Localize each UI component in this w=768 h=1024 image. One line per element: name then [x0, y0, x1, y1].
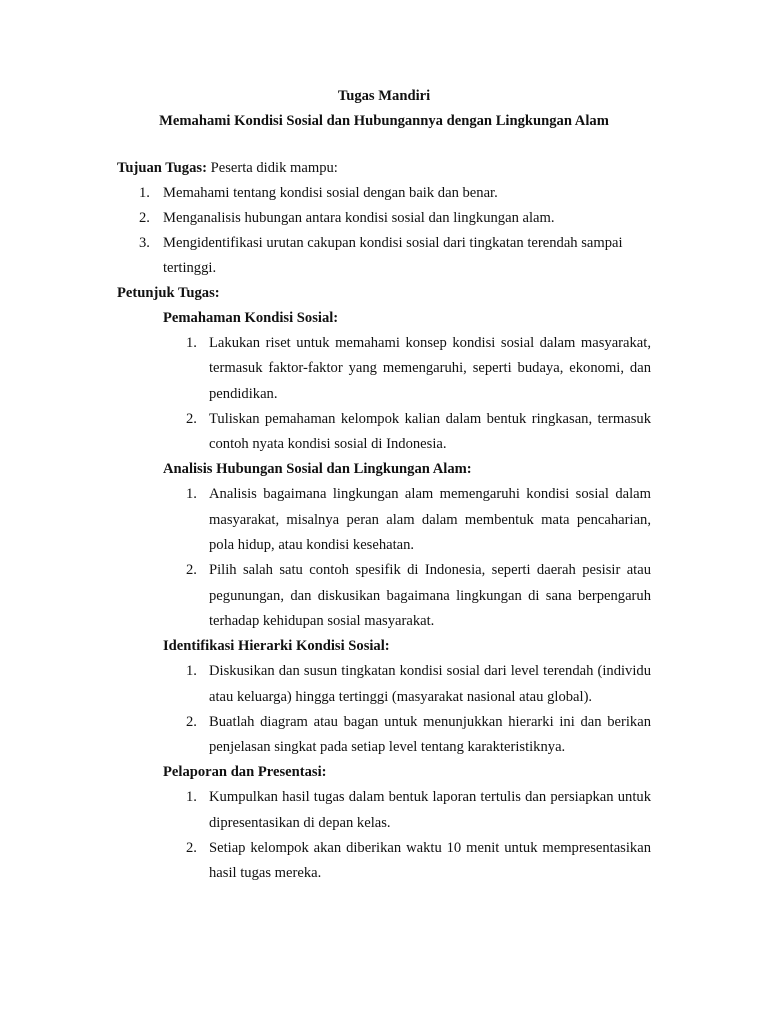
- list-item: [117, 181, 651, 206]
- list-item: [117, 659, 651, 710]
- section-list: [117, 785, 651, 886]
- section-heading: Pelaporan dan Presentasi:: [163, 764, 327, 781]
- list-item: [117, 407, 651, 458]
- list-item-text: Memahami tentang kondisi sosial dengan baik dan benar.: [163, 185, 498, 201]
- document-subtitle: Memahami Kondisi Sosial dan Hubungannya dengan Lingkungan Alam: [159, 113, 609, 129]
- section-list: [117, 331, 651, 457]
- list-item-number: 2.: [186, 410, 197, 427]
- list-item: [117, 836, 651, 887]
- list-item-number: 2.: [139, 210, 150, 226]
- list-item-number: 1.: [186, 789, 197, 806]
- list-item-text: Pilih salah satu contoh spesifik di Indonesia, seperti daerah pesisir atau pegunungan, dan diskusikan bagaimana lingkungan di sana berpengaruh terhadap kehidupan sosial masyarakat.: [209, 562, 651, 629]
- section-heading: Pemahaman Kondisi Sosial:: [163, 310, 339, 326]
- list-item-number: 1.: [186, 335, 197, 351]
- section-pemahaman: [117, 306, 651, 457]
- section-identifikasi: [117, 634, 651, 760]
- section-pelaporan: [117, 760, 651, 886]
- list-item-text: Kumpulkan hasil tugas dalam bentuk laporan tertulis dan persiapkan untuk dipresentasikan di depan kelas.: [209, 789, 651, 831]
- list-item-number: 1.: [139, 185, 150, 201]
- section-list: [117, 659, 651, 760]
- objective-label: Tujuan Tugas:: [117, 160, 207, 176]
- section-analisis: [117, 457, 651, 634]
- list-item: [117, 558, 651, 634]
- list-item: [117, 331, 651, 407]
- list-item-text: Menganalisis hubungan antara kondisi sosial dan lingkungan alam.: [163, 210, 555, 226]
- list-item-text: Diskusikan dan susun tingkatan kondisi sosial dari level terendah (individu atau keluarga) hingga tertinggi (masyarakat nasional atau global).: [209, 663, 651, 705]
- section-heading: Analisis Hubungan Sosial dan Lingkungan Alam:: [163, 461, 472, 478]
- list-item-text: Buatlah diagram atau bagan untuk menunjukkan hierarki ini dan berikan penjelasan singkat pada setiap level tentang karakteristiknya.: [209, 713, 651, 756]
- list-item-number: 1.: [186, 486, 197, 503]
- objective-paragraph: [117, 156, 651, 181]
- list-item-number: 1.: [186, 663, 197, 680]
- list-item-text: Analisis bagaimana lingkungan alam memengaruhi kondisi sosial dalam masyarakat, misalnya peran alam dalam membentuk mata pencaharian, pola hidup, atau kondisi kesehatan.: [209, 486, 651, 554]
- list-item: [117, 785, 651, 836]
- list-item-number: 2.: [186, 713, 197, 730]
- objective-list: [117, 181, 651, 281]
- list-item: [117, 482, 651, 558]
- list-item: [117, 206, 651, 231]
- list-item-text: Setiap kelompok akan diberikan waktu 10 menit untuk mempresentasikan hasil tugas mereka.: [209, 840, 651, 882]
- objective-text: Peserta didik mampu:: [210, 160, 338, 176]
- list-item-text: Tuliskan pemahaman kelompok kalian dalam bentuk ringkasan, termasuk contoh nyata kondisi sosial di Indonesia.: [209, 410, 651, 453]
- document-title: Tugas Mandiri: [337, 88, 431, 104]
- list-item-text: Mengidentifikasi urutan cakupan kondisi sosial dari tingkatan terendah sampai tertinggi.: [163, 235, 623, 276]
- instructions-heading: Petunjuk Tugas:: [117, 285, 220, 301]
- section-heading: Identifikasi Hierarki Kondisi Sosial:: [163, 638, 390, 655]
- list-item-number: 2.: [186, 562, 197, 579]
- list-item: [117, 231, 651, 281]
- section-list: [117, 482, 651, 634]
- list-item: [117, 710, 651, 761]
- list-item-text: Lakukan riset untuk memahami konsep kondisi sosial dalam masyarakat, termasuk faktor-faktor yang memengaruhi, seperti budaya, ekonomi, dan pendidikan.: [209, 335, 651, 402]
- list-item-number: 3.: [139, 235, 150, 251]
- list-item-number: 2.: [186, 840, 197, 857]
